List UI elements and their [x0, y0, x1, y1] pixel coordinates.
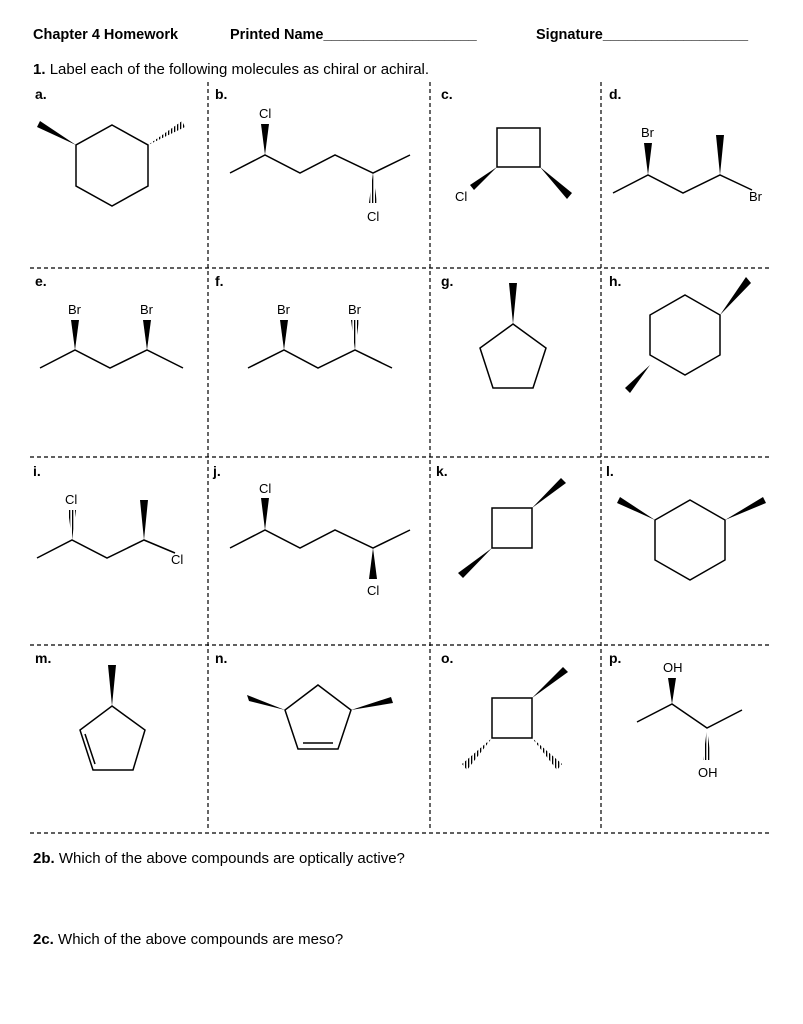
atom-cl: Cl [367, 209, 380, 224]
molecule-e [40, 302, 183, 368]
question-2b-text: Which of the above compounds are optically active? [58, 850, 405, 867]
question-1-text: Label each of the following molecules as chiral or achiral. [49, 61, 430, 78]
atom-cl: Cl [171, 552, 184, 567]
cell-label-n: n. [215, 650, 228, 666]
molecule-j [230, 481, 410, 598]
molecule-g [480, 283, 546, 388]
atom-cl: Cl [259, 481, 272, 496]
homework-title: Chapter 4 Homework [33, 27, 179, 43]
printed-name-field[interactable]: Printed Name___________________ [230, 27, 477, 43]
atom-br: Br [641, 125, 654, 140]
cell-label-m: m. [35, 650, 52, 666]
cell-label-e: e. [35, 273, 47, 289]
molecule-m [80, 665, 145, 770]
question-2b-number: 2b. [33, 850, 55, 867]
atom-br: Br [140, 302, 153, 317]
cell-label-j: j. [213, 463, 221, 479]
molecule-p [637, 660, 742, 780]
molecule-k [458, 478, 566, 578]
cell-label-g: g. [441, 273, 454, 289]
cell-label-i: i. [33, 463, 41, 479]
atom-cl: Cl [455, 189, 468, 204]
atom-cl: Cl [367, 583, 380, 598]
atom-oh: OH [663, 660, 683, 675]
molecule-f [248, 302, 392, 368]
cell-label-c: c. [441, 86, 453, 102]
atom-br: Br [749, 189, 762, 204]
molecule-h [625, 277, 751, 393]
atom-br: Br [348, 302, 361, 317]
molecule-a [37, 121, 185, 206]
cell-label-a: a. [35, 86, 47, 102]
cell-label-h: h. [609, 273, 622, 289]
question-2c-number: 2c. [33, 931, 54, 948]
atom-oh: OH [698, 765, 718, 780]
question-1-number: 1. [33, 61, 46, 78]
molecule-o [462, 667, 568, 770]
cell-label-f: f. [215, 273, 224, 289]
atom-cl: Cl [259, 106, 272, 121]
signature-field[interactable]: Signature__________________ [536, 27, 749, 43]
molecule-l [617, 497, 766, 580]
cell-label-o: o. [441, 650, 454, 666]
question-2c-text: Which of the above compounds are meso? [58, 931, 344, 948]
atom-br: Br [68, 302, 81, 317]
atom-br: Br [277, 302, 290, 317]
molecule-b [230, 106, 410, 224]
molecule-c [455, 128, 572, 204]
atom-cl: Cl [65, 492, 78, 507]
molecule-d [613, 125, 763, 204]
question-2c [33, 931, 343, 948]
molecule-i [37, 492, 183, 567]
cell-label-d: d. [609, 86, 622, 102]
cell-label-l: l. [606, 463, 614, 479]
grid-lines [30, 82, 770, 833]
cell-label-k: k. [436, 463, 448, 479]
cell-label-p: p. [609, 650, 622, 666]
cell-label-b: b. [215, 86, 228, 102]
molecule-n [247, 685, 393, 749]
question-2b [33, 850, 405, 867]
